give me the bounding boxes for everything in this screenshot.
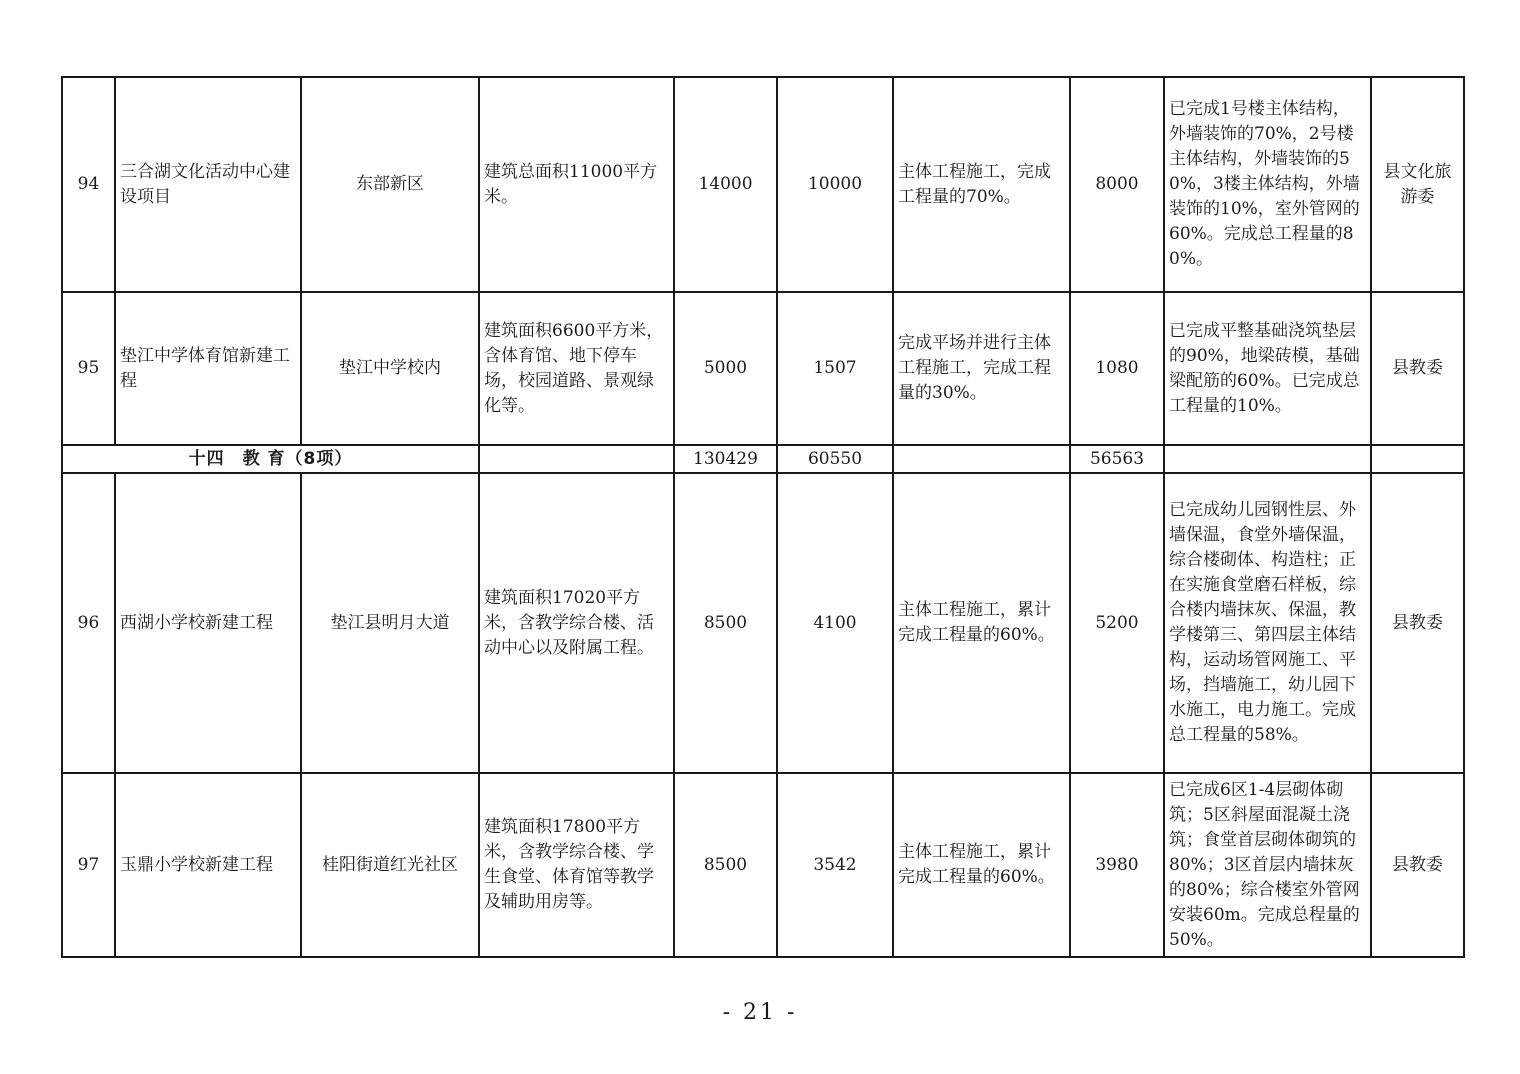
progress-description: 已完成平整基础浇筑垫层的90%，地梁砖模，基础梁配筋的60%。已完成总工程量的10%。: [1164, 292, 1371, 445]
project-name: 西湖小学校新建工程: [115, 473, 301, 773]
annual-target: 完成平场并进行主体工程施工，完成工程量的30%。: [893, 292, 1070, 445]
responsible-department: 县教委: [1371, 473, 1464, 773]
total-investment: 8500: [674, 773, 777, 957]
project-name: 三合湖文化活动中心建设项目: [115, 77, 301, 292]
table-row: [62, 77, 1464, 292]
annual-plan: 10000: [777, 77, 893, 292]
row-number: 94: [62, 77, 115, 292]
construction-scale: 建筑总面积11000平方米。: [479, 77, 674, 292]
section-empty-cell: [1371, 445, 1464, 473]
completed-investment: 3980: [1070, 773, 1164, 957]
section-label: 十四 教 育（8项）: [62, 445, 479, 473]
progress-description: 已完成1号楼主体结构，外墙装饰的70%，2号楼主体结构，外墙装饰的50%，3楼主体结构，外墙装饰的10%，室外管网的60%。完成总工程量的80%。: [1164, 77, 1371, 292]
annual-target: 主体工程施工，累计完成工程量的60%。: [893, 473, 1070, 773]
progress-description: 已完成6区1-4层砌体砌筑；5区斜屋面混凝土浇筑；食堂首层砌体砌筑的80%；3区首层内墙抹灰的80%；综合楼室外管网安装60m。完成总程量的50%。: [1164, 773, 1371, 957]
section-total-investment: 130429: [674, 445, 777, 473]
section-completed-investment: 56563: [1070, 445, 1164, 473]
section-empty-cell: [479, 445, 674, 473]
construction-scale: 建筑面积17800平方米，含教学综合楼、学生食堂、体育馆等教学及辅助用房等。: [479, 773, 674, 957]
total-investment: 5000: [674, 292, 777, 445]
responsible-department: 县教委: [1371, 773, 1464, 957]
completed-investment: 8000: [1070, 77, 1164, 292]
row-number: 96: [62, 473, 115, 773]
row-number: 97: [62, 773, 115, 957]
total-investment: 8500: [674, 473, 777, 773]
construction-scale: 建筑面积17020平方米，含教学综合楼、活动中心以及附属工程。: [479, 473, 674, 773]
progress-description: 已完成幼儿园钢性层、外墙保温，食堂外墙保温，综合楼砌体、构造柱；正在实施食堂磨石样板，综合楼内墙抹灰、保温，教学楼第三、第四层主体结构，运动场管网施工、平场，挡墙施工，幼儿园下水施工，电力施工。完成总工程量的58%。: [1164, 473, 1371, 773]
section-empty-cell: [1164, 445, 1371, 473]
project-name: 垫江中学体育馆新建工程: [115, 292, 301, 445]
page-number: - 21 -: [722, 1000, 798, 1025]
project-table: [61, 76, 1465, 958]
section-annual-plan: 60550: [777, 445, 893, 473]
annual-plan: 4100: [777, 473, 893, 773]
total-investment: 14000: [674, 77, 777, 292]
annual-target: 主体工程施工，累计完成工程量的60%。: [893, 773, 1070, 957]
project-name: 玉鼎小学校新建工程: [115, 773, 301, 957]
completed-investment: 5200: [1070, 473, 1164, 773]
annual-plan: 3542: [777, 773, 893, 957]
row-number: 95: [62, 292, 115, 445]
section-row: [62, 445, 1464, 473]
section-empty-cell: [893, 445, 1070, 473]
annual-plan: 1507: [777, 292, 893, 445]
responsible-department: 县教委: [1371, 292, 1464, 445]
table-row: [62, 473, 1464, 773]
project-location: 垫江县明月大道: [301, 473, 479, 773]
project-location: 垫江中学校内: [301, 292, 479, 445]
completed-investment: 1080: [1070, 292, 1164, 445]
construction-scale: 建筑面积6600平方米，含体育馆、地下停车场，校园道路、景观绿化等。: [479, 292, 674, 445]
project-location: 桂阳街道红光社区: [301, 773, 479, 957]
table-row: [62, 773, 1464, 957]
table-row: [62, 292, 1464, 445]
annual-target: 主体工程施工，完成工程量的70%。: [893, 77, 1070, 292]
project-location: 东部新区: [301, 77, 479, 292]
responsible-department: 县文化旅游委: [1371, 77, 1464, 292]
